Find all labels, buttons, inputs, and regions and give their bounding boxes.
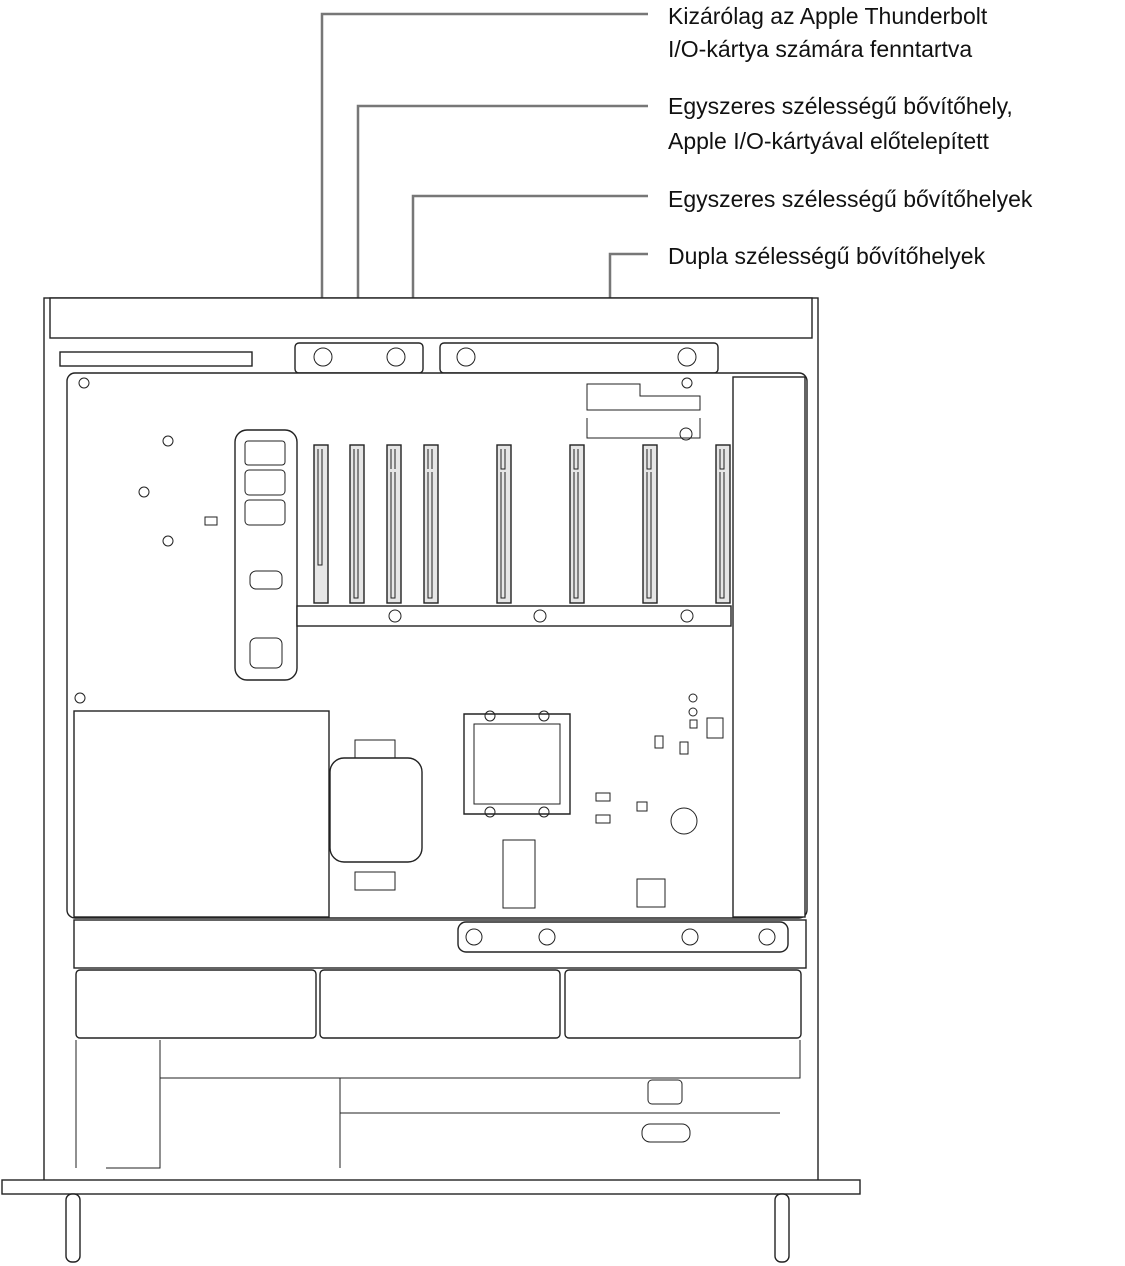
callout-label-single-slots: Egyszeres szélességű bővítőhelyek <box>668 186 1033 212</box>
foot-right <box>775 1194 789 1262</box>
io-panel <box>235 430 297 680</box>
foot-left <box>66 1194 80 1262</box>
slot-single-1 <box>387 445 401 603</box>
slot-single-2 <box>424 445 438 603</box>
slot-io-card <box>350 445 364 603</box>
base-plate <box>2 1180 860 1194</box>
callout-label-double-slots: Dupla szélességű bővítőhelyek <box>668 243 986 269</box>
callout-label-single-io: Egyszeres szélességű bővítőhely, Apple I/O-kártyával előtelepített <box>668 93 1013 154</box>
slot-thunderbolt <box>314 445 328 603</box>
power-supply <box>74 711 329 917</box>
callout-label-thunderbolt: Kizárólag az Apple Thunderbolt I/O-kártya számára fenntartva <box>668 3 988 62</box>
